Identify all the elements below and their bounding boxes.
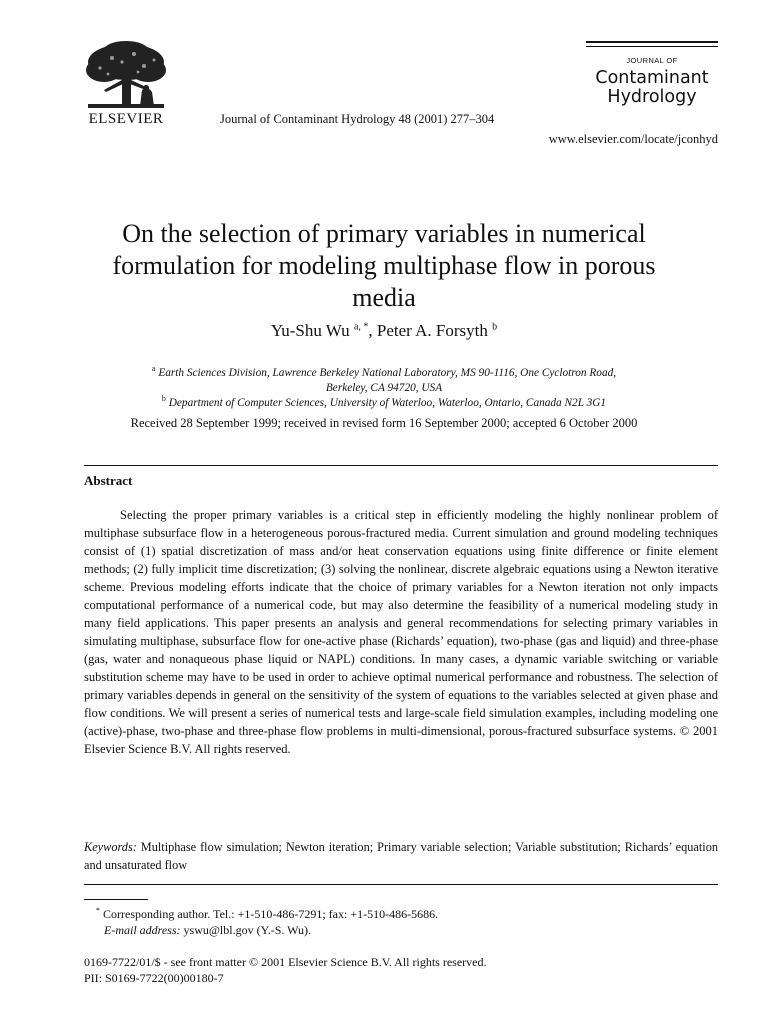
email-link[interactable]: yswu@lbl.gov (Y.-S. Wu).	[180, 923, 312, 937]
elsevier-tree-logo	[82, 40, 170, 116]
affiliation-text: Department of Computer Sciences, University of Waterloo, Waterloo, Ontario, Canada N2L 3G1	[168, 396, 607, 409]
affiliation-mark: b	[161, 394, 166, 403]
paper-title: On the selection of primary variables in numerical formulation for modeling multiphase flow in porous media	[112, 219, 656, 312]
journal-box-thin-rule	[586, 46, 718, 47]
abstract-body: Selecting the proper primary variables is a critical step in efficiently modeling the highly nonlinear problem of multiphase subsurface flow in a heterogeneous porous-fractured media. Current simulation and ground modeling techniques consist of (1) spatial discretization of mass and/or heat conservation equations using finite difference or finite element methods; (2) fully implicit time discretization; (3) solving the nonlinear, discrete algebraic equations using a Newton iterative scheme. Previous modeling efforts indicate that the choice of primary variables for a Newton iteration not only impacts computational performance of a numerical code, but may also determine the feasibility of a numerical modeling study in many field applications. This paper presents an analysis and general recommendations for selecting primary variables in simulating multiphase, subsurface flow for one-active phase (Richards’ equation), two-phase (gas and liquid) and three-phase (gas, water and nonaqueous phase liquid or NAPL) conditions. In many cases, a dynamic variable switching or variable substitution scheme may have to be used in order to achieve optimal numerical performance and robustness. The selection of primary variables depends in general on the sensitivity of the system of equations to the variables selected at given phase and flow conditions. We will present a series of numerical tests and large-scale field simulation examples, including modeling one (active)-phase, two-phase and three-phase flow problems in multi-dimensional, porous-fractured subsurface systems. © 2001 Elsevier Science B.V. All rights reserved.	[84, 508, 718, 756]
divider	[84, 884, 718, 885]
author-name: Peter A. Forsyth	[376, 321, 488, 340]
author-affiliation-mark: a, *	[353, 321, 369, 333]
journal-logo-box	[586, 41, 718, 113]
footnote-rule	[84, 899, 148, 900]
author-separator: ,	[368, 321, 377, 340]
footnote-mark: *	[96, 906, 100, 915]
keywords-text: Multiphase flow simulation; Newton iteration; Primary variable selection; Variable substitution; Richards’ equation and unsaturated flow	[84, 840, 718, 872]
keywords	[84, 838, 718, 874]
journal-of-label: JOURNAL OF	[626, 56, 678, 65]
author-affiliation-mark: b	[492, 321, 498, 333]
journal-name-line2: Hydrology	[607, 87, 697, 107]
email-label: E-mail address:	[104, 923, 181, 937]
journal-box-top-rule	[586, 41, 718, 43]
keywords-label: Keywords:	[84, 840, 137, 854]
author-name: Yu-Shu Wu	[270, 321, 350, 340]
journal-url-link[interactable]: www.elsevier.com/locate/jconhyd	[548, 132, 718, 146]
abstract-heading: Abstract	[84, 473, 133, 488]
pii-line: PII: S0169-7722(00)00180-7	[84, 971, 224, 985]
front-matter	[84, 954, 486, 986]
publisher-name: ELSEVIER	[88, 111, 164, 127]
divider	[84, 465, 718, 466]
footnote	[96, 903, 438, 938]
journal-name-line1: Contaminant	[595, 68, 709, 88]
journal-citation: Journal of Contaminant Hydrology 48 (2001) 277–304	[220, 112, 495, 126]
received-dates: Received 28 September 1999; received in revised form 16 September 2000; accepted 6 October 2000	[130, 416, 638, 430]
copyright-line: 0169-7722/01/$ - see front matter © 2001 Elsevier Science B.V. All rights reserved.	[84, 955, 487, 969]
affiliation-b	[0, 391, 768, 411]
affiliation-text-cont: Berkeley, CA 94720, USA	[325, 381, 443, 394]
affiliation-mark: a	[151, 364, 156, 373]
affiliation-text: Earth Sciences Division, Lawrence Berkeley National Laboratory, MS 90-1116, One Cyclotron Road,	[158, 366, 617, 379]
author-list	[0, 321, 768, 341]
footnote-text: Corresponding author. Tel.: +1-510-486-7291; fax: +1-510-486-5686.	[100, 907, 439, 921]
